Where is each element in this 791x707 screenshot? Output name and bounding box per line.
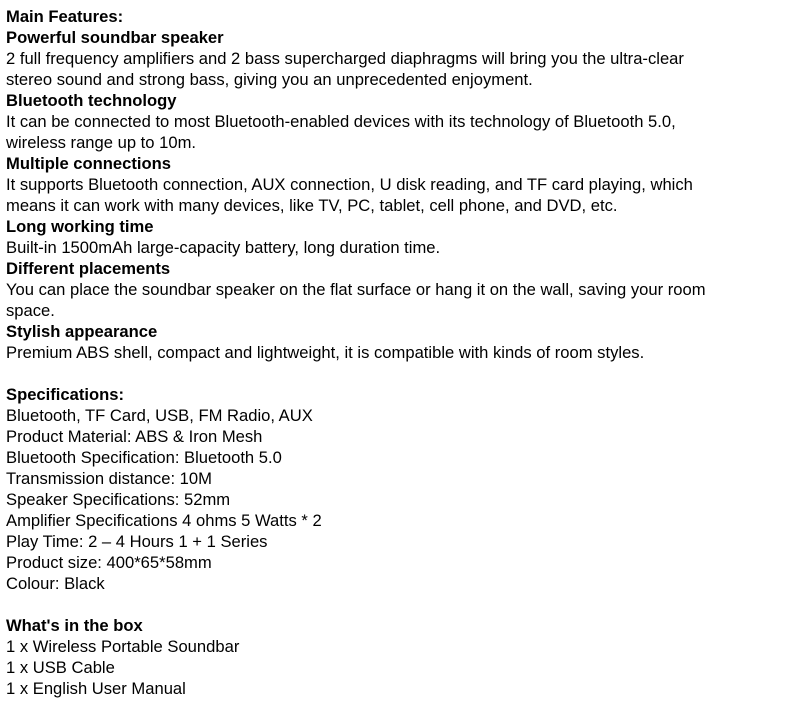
feature-description-line: wireless range up to 10m.	[6, 133, 197, 152]
feature-item	[6, 258, 791, 321]
feature-title: Different placements	[6, 259, 171, 278]
spec-item: Speaker Specifications: 52mm	[6, 490, 231, 509]
specifications-heading: Specifications:	[6, 385, 125, 404]
feature-item	[6, 90, 791, 153]
in-the-box-section	[6, 615, 791, 699]
section-spacer	[6, 594, 791, 615]
feature-item	[6, 27, 791, 90]
box-item: 1 x English User Manual	[6, 679, 186, 698]
spec-item: Play Time: 2 – 4 Hours 1 + 1 Series	[6, 532, 268, 551]
feature-item	[6, 216, 791, 258]
feature-title: Multiple connections	[6, 154, 172, 173]
feature-description-line: space.	[6, 301, 55, 320]
in-the-box-heading: What's in the box	[6, 616, 143, 635]
feature-description-line: You can place the soundbar speaker on the flat surface or hang it on the wall, saving your room	[6, 280, 706, 299]
spec-item: Bluetooth, TF Card, USB, FM Radio, AUX	[6, 406, 313, 425]
feature-description-line: It supports Bluetooth connection, AUX connection, U disk reading, and TF card playing, which	[6, 175, 693, 194]
spec-item: Transmission distance: 10M	[6, 469, 212, 488]
spec-item: Bluetooth Specification: Bluetooth 5.0	[6, 448, 282, 467]
main-features-section	[6, 6, 791, 363]
feature-description-line: Premium ABS shell, compact and lightweight, it is compatible with kinds of room styles.	[6, 343, 645, 362]
feature-description-line: 2 full frequency amplifiers and 2 bass supercharged diaphragms will bring you the ultra-clear	[6, 49, 684, 68]
specifications-list	[6, 405, 791, 594]
spec-item: Product Material: ABS & Iron Mesh	[6, 427, 263, 446]
spec-item: Product size: 400*65*58mm	[6, 553, 212, 572]
feature-description-line: Built-in 1500mAh large-capacity battery, long duration time.	[6, 238, 441, 257]
feature-description-line: means it can work with many devices, like TV, PC, tablet, cell phone, and DVD, etc.	[6, 196, 618, 215]
specifications-section	[6, 384, 791, 594]
box-contents-list	[6, 636, 791, 699]
feature-item	[6, 153, 791, 216]
feature-title: Stylish appearance	[6, 322, 158, 341]
feature-item	[6, 321, 791, 363]
feature-title: Powerful soundbar speaker	[6, 28, 224, 47]
feature-title: Bluetooth technology	[6, 91, 177, 110]
box-item: 1 x Wireless Portable Soundbar	[6, 637, 240, 656]
feature-description-line: stereo sound and strong bass, giving you an unprecedented enjoyment.	[6, 70, 533, 89]
spec-item: Colour: Black	[6, 574, 105, 593]
box-item: 1 x USB Cable	[6, 658, 115, 677]
spec-item: Amplifier Specifications 4 ohms 5 Watts * 2	[6, 511, 322, 530]
section-spacer	[6, 363, 791, 384]
main-features-heading: Main Features:	[6, 7, 124, 26]
feature-title: Long working time	[6, 217, 154, 236]
feature-description-line: It can be connected to most Bluetooth-enabled devices with its technology of Bluetooth 5.0,	[6, 112, 676, 131]
